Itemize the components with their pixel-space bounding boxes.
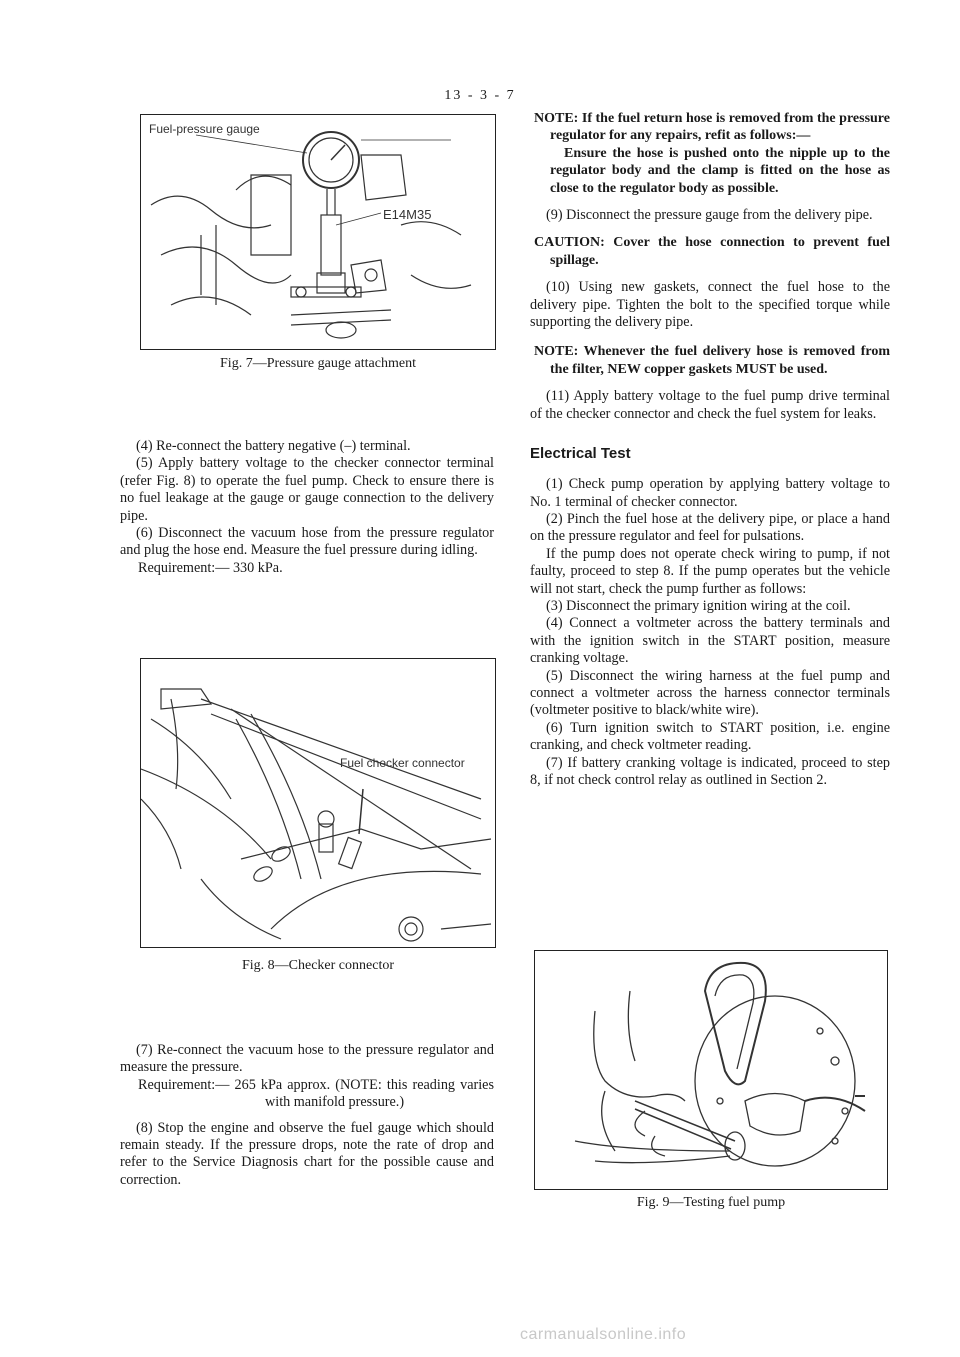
electrical-step-2: (2) Pinch the fuel hose at the delivery pipe, or place a hand on the pressure regulator and feel for pulsations. bbox=[530, 510, 890, 545]
step-6: (6) Disconnect the vacuum hose from the pressure regulator and plug the hose end. Measure the fuel pressure during idling. bbox=[120, 525, 494, 559]
step-4: (4) Re-connect the battery negative (–) terminal. bbox=[136, 438, 411, 454]
electrical-step-2-note: If the pump does not operate check wiring to pump, if not faulty, proceed to step 8. If the pump operates but the vehicle will not start, check the pump further as follows: bbox=[530, 545, 890, 597]
fuel-pump-illustration bbox=[535, 951, 886, 1188]
step-9: (9) Disconnect the pressure gauge from the delivery pipe. bbox=[546, 207, 873, 224]
electrical-step-1: (1) Check pump operation by applying battery voltage to No. 1 terminal of checker connector. bbox=[530, 476, 890, 510]
note-return-hose-detail: Ensure the hose is pushed onto the nipple up to the regulator body and the clamp is fitted on the hose as close to the regulator body as possible. bbox=[550, 145, 890, 196]
label-e14m35: E14M35 bbox=[383, 207, 432, 222]
electrical-step-5: (5) Disconnect the wiring harness at the fuel pump and connect a voltmeter across the harness connector terminals (voltmeter positive to black/white wire). bbox=[530, 667, 890, 719]
electrical-step-3: (3) Disconnect the primary ignition wiring at the coil. bbox=[546, 597, 851, 614]
step-7: (7) Re-connect the vacuum hose to the pressure regulator and measure the pressure. bbox=[120, 1042, 494, 1076]
note-return-hose: NOTE: If the fuel return hose is removed from the pressure regulator for any repairs, refit as follows:— bbox=[534, 111, 890, 144]
requirement-1: Requirement:— 330 kPa. bbox=[138, 559, 283, 576]
caption-fig9: Fig. 9—Testing fuel pump bbox=[636, 1195, 786, 1210]
right-text-block bbox=[530, 110, 890, 789]
heading-electrical-test: Electrical Test bbox=[530, 445, 631, 463]
left-text-block-1 bbox=[120, 438, 494, 577]
figure-testing-fuel-pump bbox=[534, 950, 888, 1190]
electrical-step-6: (6) Turn ignition switch to START position, i.e. engine cranking, and check voltmeter reading. bbox=[530, 719, 890, 754]
electrical-step-7: (7) If battery cranking voltage is indicated, proceed to step 8, if not check control relay as outlined in Section 2. bbox=[530, 754, 890, 788]
label-fuel-checker-connector: Fuel checker connector bbox=[340, 756, 465, 770]
pressure-gauge-illustration bbox=[141, 115, 494, 348]
caption-fig7: Fig. 7—Pressure gauge attachment bbox=[220, 356, 416, 371]
requirement-2: Requirement:— 265 kPa approx. (NOTE: this reading varies with manifold pressure.) bbox=[138, 1076, 494, 1111]
page-number: 13 - 3 - 7 bbox=[444, 88, 516, 103]
watermark: carmanualsonline.info bbox=[520, 1326, 687, 1343]
electrical-step-4: (4) Connect a voltmeter across the battery terminals and with the ignition switch in the START position, measure cranking voltage. bbox=[530, 615, 890, 667]
step-8: (8) Stop the engine and observe the fuel gauge which should remain steady. If the pressure drops, note the rate of drop and refer to the Service Diagnosis chart for the possible cause and correction. bbox=[120, 1119, 494, 1188]
label-fuel-pressure-gauge: Fuel-pressure gauge bbox=[149, 122, 260, 136]
checker-connector-illustration bbox=[141, 659, 494, 946]
left-text-block-2 bbox=[120, 1042, 494, 1189]
step-11: (11) Apply battery voltage to the fuel pump drive terminal of the checker connector and check the fuel system for leaks. bbox=[530, 388, 890, 422]
figure-pressure-gauge bbox=[140, 114, 496, 350]
note-gaskets: NOTE: Whenever the fuel delivery hose is removed from the filter, NEW copper gaskets MUST be used. bbox=[534, 344, 890, 377]
figure-checker-connector bbox=[140, 658, 496, 948]
caption-fig8: Fig. 8—Checker connector bbox=[241, 958, 394, 973]
caution-spillage: CAUTION: Cover the hose connection to prevent fuel spillage. bbox=[534, 235, 890, 268]
step-10: (10) Using new gaskets, connect the fuel hose to the delivery pipe. Tighten the bolt to the specified torque while supporting the delivery pipe. bbox=[530, 279, 890, 331]
step-5: (5) Apply battery voltage to the checker connector terminal (refer Fig. 8) to operate the fuel pump. Check to ensure there is no fuel leakage at the gauge or gauge connection to the delivery pipe. bbox=[120, 455, 494, 524]
